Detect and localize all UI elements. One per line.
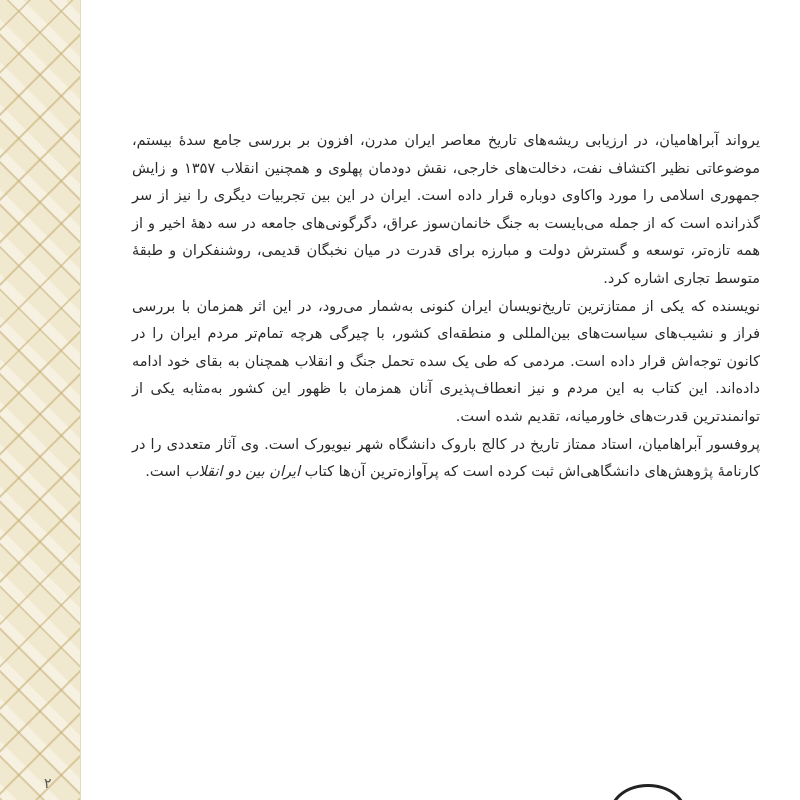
paragraph-1: یرواند آبراهامیان، در ارزیابی ریشه‌های تاریخ معاصر ایران مدرن، افزون بر بررسی جامع سدهٔ بیستم، موضوعاتی نظیر اکتشاف نفت، دخالت‌های خارجی، نقش دودمان پهلوی و همچنین انقلاب ۱۳۵۷ و زایش جمهوری اسلامی را مورد واکاوی دوباره قرار داده است. ایران در این بین تجربیات دیگری را نیز از سر گذرانده است که از جمله می‌بایست به جنگ خانمان‌سوز عراق، دگرگونی‌های جامعه در سه دههٔ اخیر و از همه تازه‌تر، توسعه و گسترش دولت و مبارزه برای قدرت در میان نخبگان قدیمی، روشنفکران و طبقهٔ متوسط تجاری اشاره کرد. <box>132 133 760 287</box>
paragraph-2: نویسنده که یکی از ممتازترین تاریخ‌نویسان ایران کنونی به‌شمار می‌رود، در این اثر همزمان با بررسی فراز و نشیب‌های سیاست‌های بین‌المللی و منطقه‌ای کشور، با چیرگی هرچه تمام‌تر مردم ایران را در کانون توجه‌اش قرار داده است. مردمی که طی یک سده تحمل جنگ و انقلاب همچنان به بقای خود ادامه داده‌اند. این کتاب به این مردم و نیز انعطاف‌پذیری آنان همزمان با ظهور این کشور به‌مثابه یکی از توانمندترین قدرت‌های خاورمیانه، تقدیم شده است. <box>132 298 760 425</box>
page-mark: ۲ <box>44 776 52 792</box>
decorative-pattern-strip <box>0 0 80 800</box>
paragraph-3 <box>132 432 760 487</box>
book-title: ایران بین دو انقلاب <box>184 464 301 481</box>
cover-blurb <box>132 128 760 487</box>
paragraph-3-start: پروفسور آبراهامیان، استاد ممتاز تاریخ در کالج باروک دانشگاه شهر نیویورک است. وی آثار متعددی را در کارنامهٔ پژوهش‌های دانشگاهی‌اش ثبت کرده است که پرآوازه‌ترین آن‌ها کتاب <box>132 436 760 481</box>
barcode-edge-mark <box>610 784 686 800</box>
paragraph-3-end: است. <box>145 464 185 481</box>
strip-divider <box>80 0 81 800</box>
